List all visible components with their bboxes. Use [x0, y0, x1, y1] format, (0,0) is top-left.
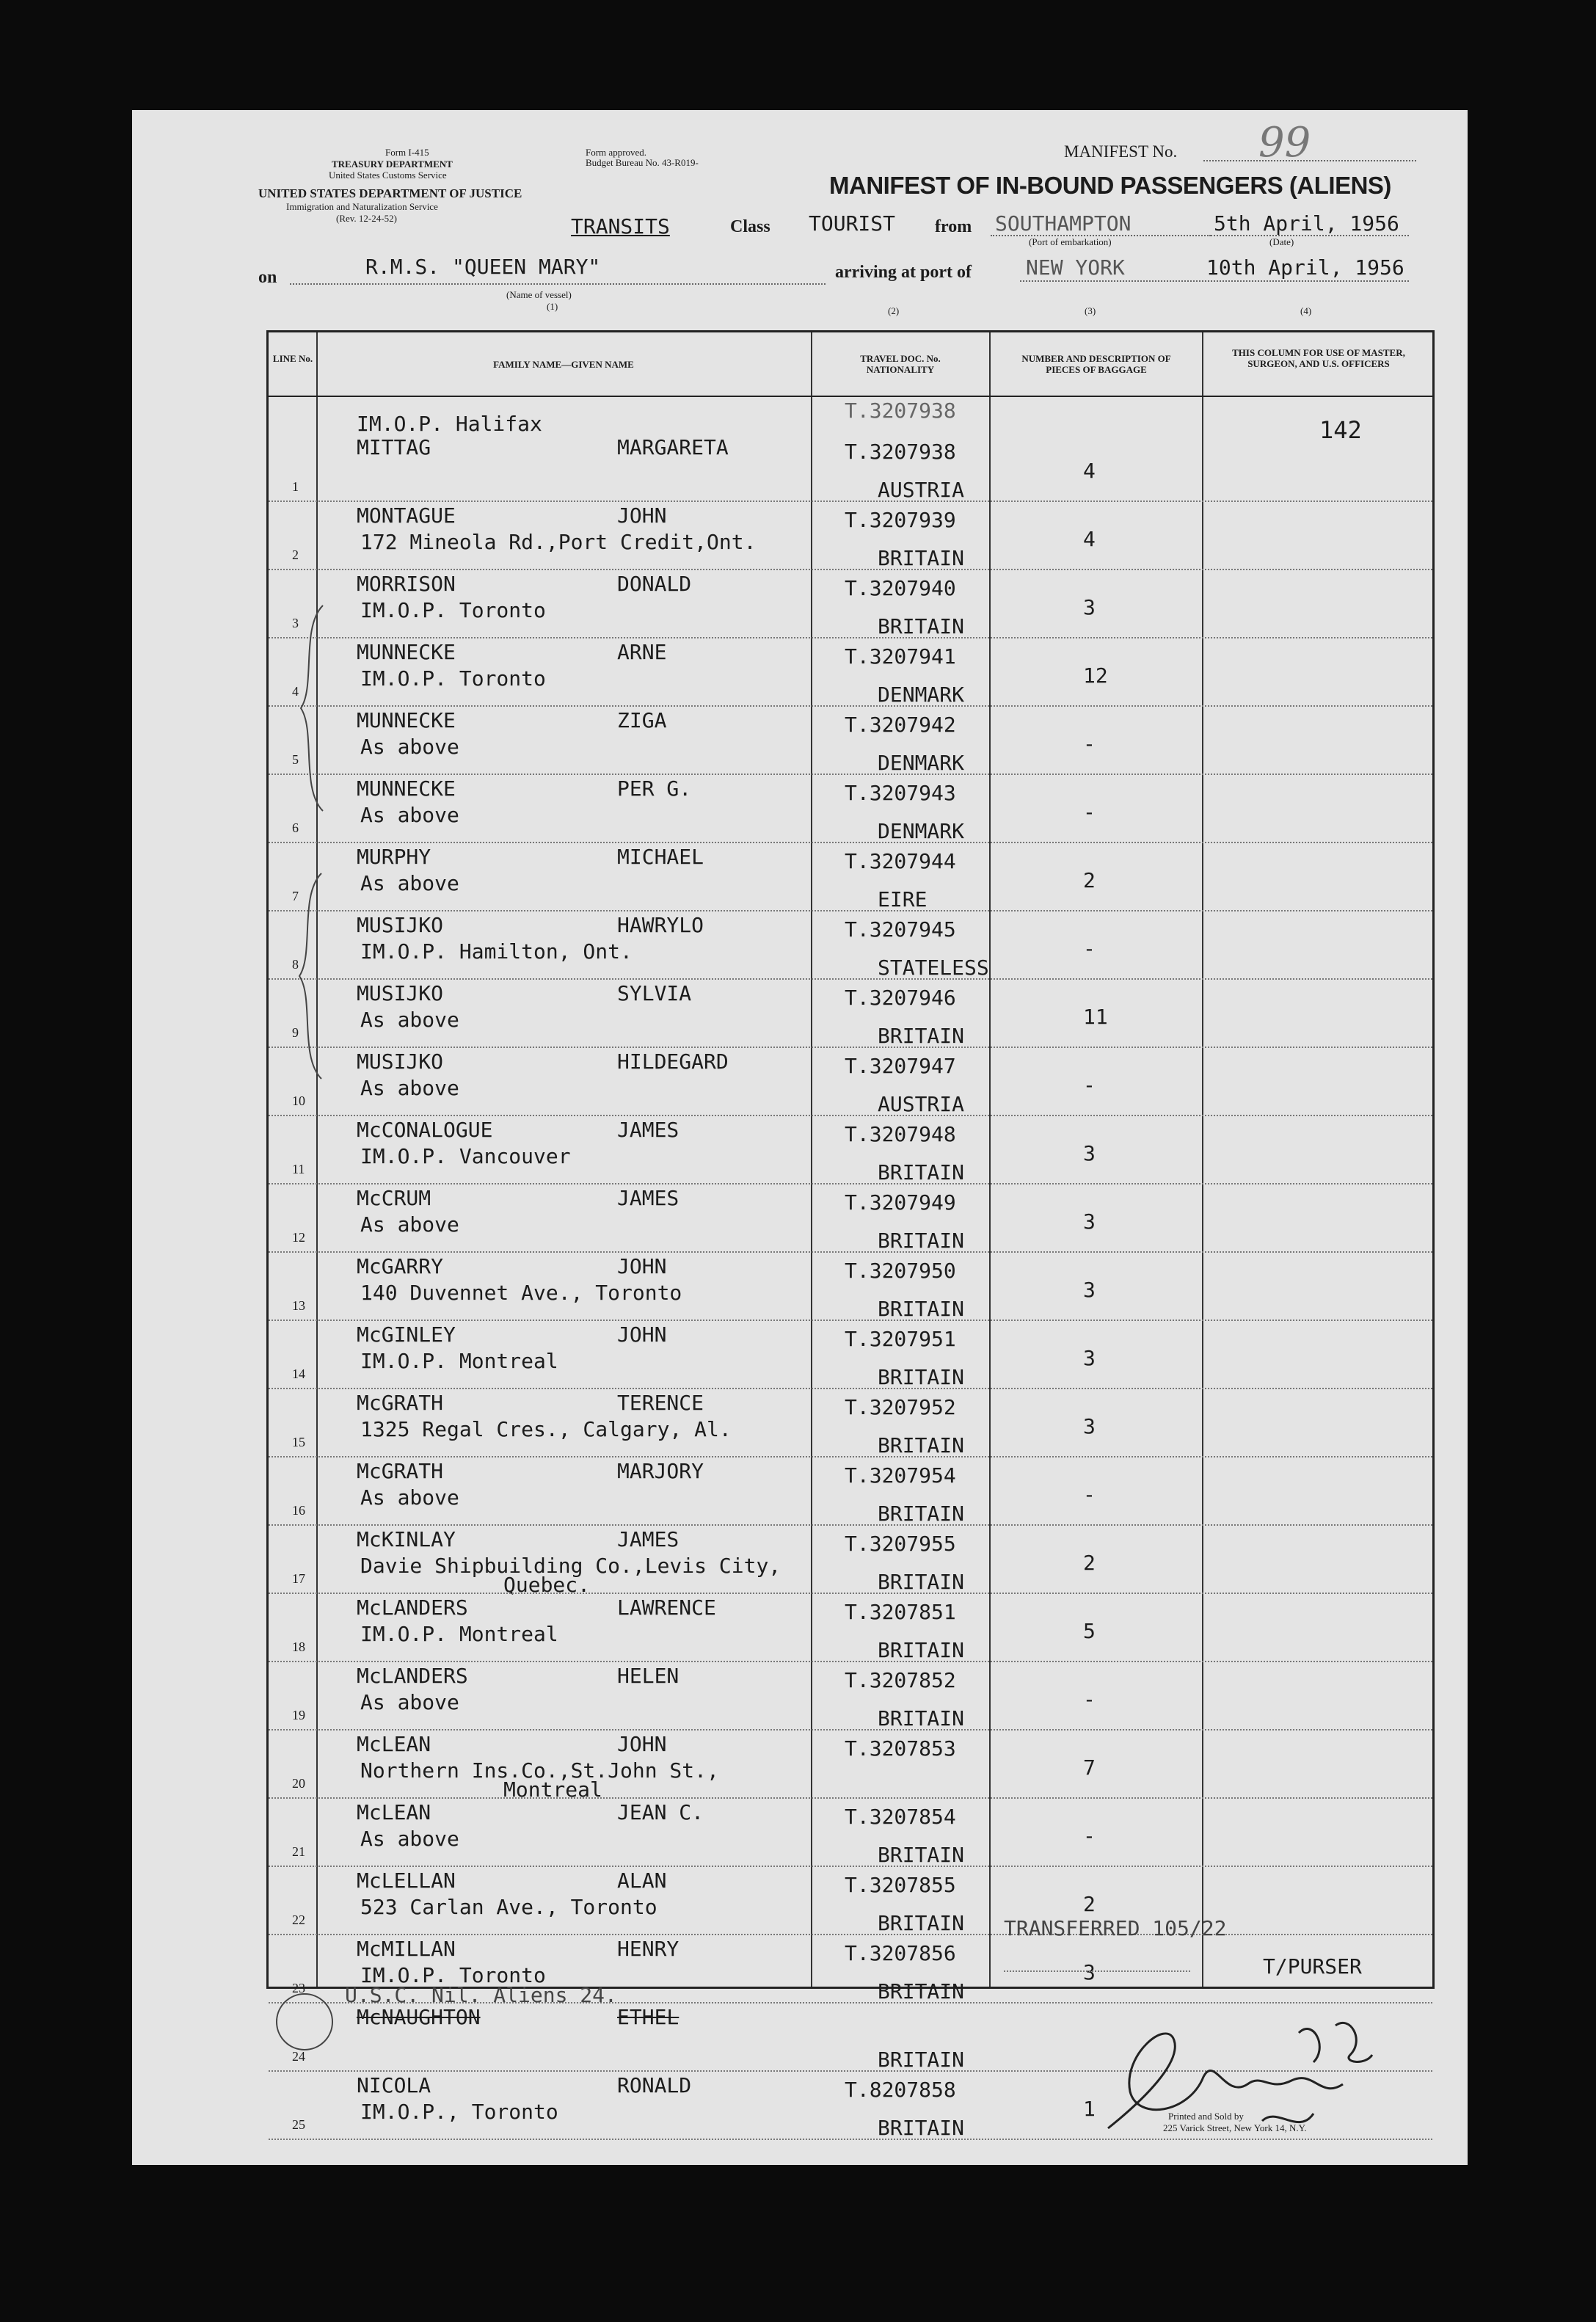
baggage-count: -	[1083, 1073, 1096, 1097]
address: Davie Shipbuilding Co.,Levis City,	[360, 1554, 781, 1578]
line-number: 11	[292, 1162, 305, 1176]
given-name: HILDEGARD	[617, 1049, 729, 1074]
nationality: BRITAIN	[878, 546, 965, 570]
address: As above	[360, 1485, 459, 1510]
travel-doc-number: T.3207852	[845, 1668, 956, 1692]
travel-doc-number: T.3207947	[845, 1054, 956, 1078]
family-name: McGARRY	[357, 1254, 444, 1278]
nationality: EIRE	[878, 887, 928, 911]
address: As above	[360, 1212, 459, 1237]
baggage-count: 3	[1083, 1346, 1096, 1370]
header-travel-doc: TRAVEL DOC. No. NATIONALITY	[860, 353, 941, 375]
table-row	[269, 913, 1432, 981]
manifest-page	[132, 110, 1468, 2165]
given-name: JOHN	[617, 1732, 667, 1756]
travel-doc-number: T.3207855	[845, 1873, 956, 1897]
address: IM.O.P. Vancouver	[360, 1144, 571, 1168]
address: As above	[360, 1008, 459, 1032]
travel-doc-number: T.3207955	[845, 1532, 956, 1556]
line-number: 1	[292, 479, 299, 494]
given-name: MARJORY	[617, 1459, 704, 1483]
table-row	[269, 776, 1432, 845]
family-name: MITTAG	[357, 435, 431, 459]
line-number: 6	[292, 820, 299, 835]
line-number: 20	[292, 1776, 305, 1791]
row-divider	[269, 1524, 1432, 1526]
given-name: LAWRENCE	[617, 1595, 716, 1620]
travel-doc-number: T.3207943	[845, 781, 956, 805]
travel-doc-number: T.8207858	[845, 2078, 956, 2102]
given-name: HENRY	[617, 1937, 679, 1961]
line-number: 21	[292, 1844, 305, 1859]
nationality: STATELESS	[878, 956, 989, 980]
row-divider	[269, 842, 1432, 843]
address: 172 Mineola Rd.,Port Credit,Ont.	[360, 530, 757, 554]
justice-label: UNITED STATES DEPARTMENT OF JUSTICE	[258, 186, 522, 200]
header-officers: THIS COLUMN FOR USE OF MASTER, SURGEON, AND U.S. OFFICERS	[1232, 347, 1405, 369]
given-name: TERENCE	[617, 1391, 704, 1415]
baggage-count: 3	[1083, 1141, 1096, 1165]
arrival-port: NEW YORK	[1026, 255, 1125, 280]
header-baggage: NUMBER AND DESCRIPTION OF PIECES OF BAGGAGE	[1021, 353, 1171, 375]
line-number: 23	[292, 1981, 305, 1995]
given-name: JEAN C.	[617, 1800, 704, 1824]
baggage-count: 4	[1083, 459, 1096, 483]
address: 140 Duvennet Ave., Toronto	[360, 1281, 682, 1305]
baggage-count: 1	[1083, 2097, 1096, 2121]
line-number: 7	[292, 889, 299, 903]
row-divider	[269, 1251, 1432, 1253]
table-row	[269, 1527, 1432, 1595]
nationality: BRITAIN	[878, 1433, 965, 1457]
family-name: MUNNECKE	[357, 776, 456, 801]
travel-doc-number: T.3207853	[845, 1736, 956, 1761]
first-note-port: IM.O.P. Halifax	[357, 412, 542, 436]
family-name: McGINLEY	[357, 1322, 456, 1347]
line-number: 15	[292, 1435, 305, 1449]
family-name: McLEAN	[357, 1732, 431, 1756]
family-name: NICOLA	[357, 2073, 431, 2097]
printer-line-1: Printed and Sold by	[1168, 2111, 1244, 2122]
nationality: BRITAIN	[878, 1911, 965, 1935]
given-name: JAMES	[617, 1186, 679, 1210]
family-name: MUNNECKE	[357, 640, 456, 664]
table-row	[269, 1118, 1432, 1186]
manifest-no-label: MANIFEST No.	[1064, 142, 1178, 161]
travel-doc-number: T.3207939	[845, 508, 956, 532]
nationality: DENMARK	[878, 819, 965, 843]
manifest-number: 99	[1258, 119, 1311, 167]
nationality: BRITAIN	[878, 1502, 965, 1526]
nationality: BRITAIN	[878, 1229, 965, 1253]
travel-doc-number: T.3207948	[845, 1122, 956, 1146]
row-divider	[269, 1593, 1432, 1594]
given-name: MARGARETA	[617, 435, 729, 459]
customs-label: United States Customs Service	[329, 170, 447, 181]
table-row	[269, 1732, 1432, 1800]
table-row	[269, 503, 1432, 572]
row-divider	[269, 1456, 1432, 1457]
row-divider	[269, 1661, 1432, 1662]
column-number-3: (3)	[1085, 305, 1096, 316]
row-divider	[269, 637, 1432, 638]
line-number: 25	[292, 2117, 305, 2132]
table-row	[269, 1595, 1432, 1664]
first-note-doc: T.3207938	[845, 398, 956, 423]
travel-doc-number: T.3207944	[845, 849, 956, 873]
line-number: 16	[292, 1503, 305, 1518]
travel-doc-number: T.3207950	[845, 1259, 956, 1283]
baggage-count: 11	[1083, 1005, 1108, 1029]
vessel-caption: (Name of vessel)	[506, 289, 572, 300]
table-row	[269, 1868, 1432, 1937]
line-number: 2	[292, 547, 299, 562]
from-label: from	[935, 217, 972, 236]
manifest-title: MANIFEST OF IN-BOUND PASSENGERS (ALIENS)	[829, 172, 1391, 199]
arrival-date: 10th April, 1956	[1206, 255, 1404, 280]
vessel-name: R.M.S. "QUEEN MARY"	[365, 255, 601, 279]
line-number: 14	[292, 1366, 305, 1381]
line-number: 5	[292, 752, 299, 767]
treasury-label: TREASURY DEPARTMENT	[332, 159, 453, 170]
port-embark-caption: (Port of embarkation)	[1029, 236, 1112, 247]
family-name: McMILLAN	[357, 1937, 456, 1961]
family-name: McLEAN	[357, 1800, 431, 1824]
table-row	[269, 981, 1432, 1049]
date-caption: (Date)	[1269, 236, 1294, 247]
family-name: McLANDERS	[357, 1595, 468, 1620]
address: As above	[360, 803, 459, 827]
line-number: 8	[292, 957, 299, 972]
travel-doc-number: T.3207951	[845, 1327, 956, 1351]
given-name: JOHN	[617, 1322, 667, 1347]
nationality: BRITAIN	[878, 1365, 965, 1389]
line-number: 22	[292, 1912, 305, 1927]
table-row	[269, 572, 1432, 640]
nationality: BRITAIN	[878, 1638, 965, 1662]
nationality: BRITAIN	[878, 1570, 965, 1594]
row-divider	[269, 1183, 1432, 1184]
travel-doc-number: T.3207856	[845, 1941, 956, 1965]
ins-label: Immigration and Naturalization Service	[286, 201, 438, 212]
row-divider	[269, 774, 1432, 775]
table-row	[269, 435, 1432, 503]
travel-doc-number: T.3207940	[845, 576, 956, 600]
nationality: BRITAIN	[878, 1706, 965, 1730]
baggage-count: -	[1083, 936, 1096, 961]
family-name: McCRUM	[357, 1186, 431, 1210]
column-number-4: (4)	[1300, 305, 1312, 316]
travel-doc-number: T.3207945	[845, 917, 956, 942]
usc-note: U.S.C. Nil. Aliens 24.	[345, 1983, 617, 2007]
date-embark: 5th April, 1956	[1214, 211, 1399, 236]
line-number: 9	[292, 1025, 299, 1040]
family-name: MUSIJKO	[357, 981, 444, 1005]
nationality: BRITAIN	[878, 614, 965, 638]
table-row	[269, 1800, 1432, 1868]
travel-doc-number: T.3207938	[845, 440, 956, 464]
nationality: BRITAIN	[878, 1979, 965, 2003]
row-divider	[269, 705, 1432, 707]
travel-doc-number: T.3207942	[845, 713, 956, 737]
travel-doc-number: T.3207851	[845, 1600, 956, 1624]
form-approved: Form approved.	[586, 147, 647, 158]
travel-doc-number: T.3207941	[845, 644, 956, 669]
baggage-count: -	[1083, 800, 1096, 824]
address: As above	[360, 1076, 459, 1100]
table-row	[269, 1322, 1432, 1391]
given-name: PER G.	[617, 776, 692, 801]
form-number: Form I-415	[385, 147, 429, 158]
on-label: on	[258, 268, 277, 287]
row-divider	[269, 1934, 1432, 1935]
inspector-signature	[1079, 2011, 1402, 2150]
address-line-2: Montreal	[503, 1777, 602, 1802]
address: IM.O.P. Hamilton, Ont.	[360, 939, 633, 964]
nationality: BRITAIN	[878, 2116, 965, 2140]
given-name: ZIGA	[617, 708, 667, 732]
line-number: 17	[292, 1571, 305, 1586]
given-name: RONALD	[617, 2073, 692, 2097]
family-name: MUNNECKE	[357, 708, 456, 732]
row-divider	[269, 1047, 1432, 1048]
baggage-count: 7	[1083, 1755, 1096, 1780]
table-row	[269, 845, 1432, 913]
given-name: JAMES	[617, 1118, 679, 1142]
nationality: AUSTRIA	[878, 478, 965, 502]
travel-doc-number: T.3207952	[845, 1395, 956, 1419]
given-name: JOHN	[617, 503, 667, 528]
family-name: McLANDERS	[357, 1664, 468, 1688]
given-name: DONALD	[617, 572, 692, 596]
address: IM.O.P. Toronto	[360, 666, 546, 691]
family-name: MORRISON	[357, 572, 456, 596]
nationality: BRITAIN	[878, 1160, 965, 1184]
table-row	[269, 1459, 1432, 1527]
baggage-count: 12	[1083, 663, 1108, 688]
baggage-count: 2	[1083, 1551, 1096, 1575]
given-name: HAWRYLO	[617, 913, 704, 937]
travel-doc-number: T.3207854	[845, 1805, 956, 1829]
baggage-count: -	[1083, 1824, 1096, 1848]
class-value: TOURIST	[809, 211, 896, 236]
table-row	[269, 1049, 1432, 1118]
bracket-mark	[294, 598, 338, 818]
given-name: JAMES	[617, 1527, 679, 1551]
address: IM.O.P. Montreal	[360, 1349, 558, 1373]
family-name: McGRATH	[357, 1391, 444, 1415]
line-number: 19	[292, 1708, 305, 1722]
travel-doc-number: T.3207949	[845, 1190, 956, 1215]
table-row	[269, 1254, 1432, 1322]
family-name: McNAUGHTON	[357, 2005, 481, 2029]
line-number: 4	[292, 684, 299, 699]
address: As above	[360, 1827, 459, 1851]
baggage-count: 2	[1083, 868, 1096, 892]
family-name: McKINLAY	[357, 1527, 456, 1551]
baggage-count: -	[1083, 732, 1096, 756]
given-name: MICHAEL	[617, 845, 704, 869]
family-name: MUSIJKO	[357, 1049, 444, 1074]
given-name: HELEN	[617, 1664, 679, 1688]
address: As above	[360, 871, 459, 895]
line-number: 10	[292, 1093, 305, 1108]
row-divider	[269, 1797, 1432, 1799]
address: IM.O.P. Toronto	[360, 598, 546, 622]
transits-label: TRANSITS	[571, 214, 670, 239]
count-mark: 142	[1319, 416, 1362, 444]
rev-label: (Rev. 12-24-52)	[336, 213, 397, 224]
given-name: ETHEL	[617, 2005, 679, 2029]
header-line-no: LINE No.	[272, 353, 313, 364]
baggage-count: 4	[1083, 527, 1096, 551]
table-row	[269, 708, 1432, 776]
given-name: ALAN	[617, 1868, 667, 1893]
row-divider	[269, 910, 1432, 911]
nationality: BRITAIN	[878, 2048, 965, 2072]
line-number: 24	[292, 2049, 305, 2064]
nationality: BRITAIN	[878, 1024, 965, 1048]
baggage-count: 3	[1083, 1414, 1096, 1438]
column-number-2: (2)	[888, 305, 900, 316]
table-row	[269, 1664, 1432, 1732]
given-name: ARNE	[617, 640, 667, 664]
printer-line-2: 225 Varick Street, New York 14, N.Y.	[1163, 2122, 1307, 2133]
row-divider	[269, 1729, 1432, 1730]
nationality: BRITAIN	[878, 1843, 965, 1867]
purser-signature: T/PURSER	[1263, 1954, 1362, 1979]
address: Northern Ins.Co.,St.John St.,	[360, 1758, 719, 1783]
given-name: SYLVIA	[617, 981, 692, 1005]
address: As above	[360, 1690, 459, 1714]
line-number: 12	[292, 1230, 305, 1245]
class-label: Class	[730, 217, 770, 236]
baggage-count: -	[1083, 1687, 1096, 1711]
address: IM.O.P. Toronto	[360, 1963, 546, 1987]
table-row	[269, 1391, 1432, 1459]
given-name: JOHN	[617, 1254, 667, 1278]
row-divider	[269, 1388, 1432, 1389]
baggage-count: 3	[1083, 595, 1096, 619]
transferred-note: TRANSFERRED 105/22	[1004, 1916, 1227, 1940]
address-line-2: Quebec.	[503, 1573, 591, 1597]
table-row	[269, 640, 1432, 708]
arriving-label: arriving at port of	[835, 263, 972, 282]
family-name: MUSIJKO	[357, 913, 444, 937]
address: IM.O.P., Toronto	[360, 2100, 558, 2124]
family-name: McGRATH	[357, 1459, 444, 1483]
circle-mark	[272, 1989, 338, 2055]
column-number-1: (1)	[547, 301, 558, 312]
travel-doc-number: T.3207946	[845, 986, 956, 1010]
row-divider	[269, 1866, 1432, 1867]
row-divider	[269, 1320, 1432, 1321]
baggage-count: 5	[1083, 1619, 1096, 1643]
nationality: DENMARK	[878, 751, 965, 775]
nationality: DENMARK	[878, 683, 965, 707]
header-family-name: FAMILY NAME—GIVEN NAME	[493, 359, 634, 370]
baggage-count: -	[1083, 1482, 1096, 1507]
baggage-count: 2	[1083, 1892, 1096, 1916]
travel-doc-number: T.3207954	[845, 1463, 956, 1488]
line-number: 13	[292, 1298, 305, 1313]
table-row	[269, 1186, 1432, 1254]
address: 523 Carlan Ave., Toronto	[360, 1895, 657, 1919]
row-divider	[269, 1115, 1432, 1116]
address: As above	[360, 735, 459, 759]
family-name: MURPHY	[357, 845, 431, 869]
family-name: McLELLAN	[357, 1868, 456, 1893]
line-number: 3	[292, 616, 299, 630]
nationality: BRITAIN	[878, 1297, 965, 1321]
row-divider	[269, 569, 1432, 570]
row-divider	[269, 501, 1432, 502]
family-name: MONTAGUE	[357, 503, 456, 528]
row-divider	[269, 978, 1432, 980]
baggage-count: 3	[1083, 1278, 1096, 1302]
budget-bureau: Budget Bureau No. 43-R019-	[586, 157, 699, 168]
from-value: SOUTHAMPTON	[995, 211, 1132, 236]
line-number: 18	[292, 1639, 305, 1654]
nationality: AUSTRIA	[878, 1092, 965, 1116]
family-name: McCONALOGUE	[357, 1118, 493, 1142]
address: 1325 Regal Cres., Calgary, Al.	[360, 1417, 732, 1441]
baggage-count: 3	[1083, 1960, 1096, 1984]
address: IM.O.P. Montreal	[360, 1622, 558, 1646]
baggage-count: 3	[1083, 1209, 1096, 1234]
bracket-mark	[292, 866, 336, 1086]
